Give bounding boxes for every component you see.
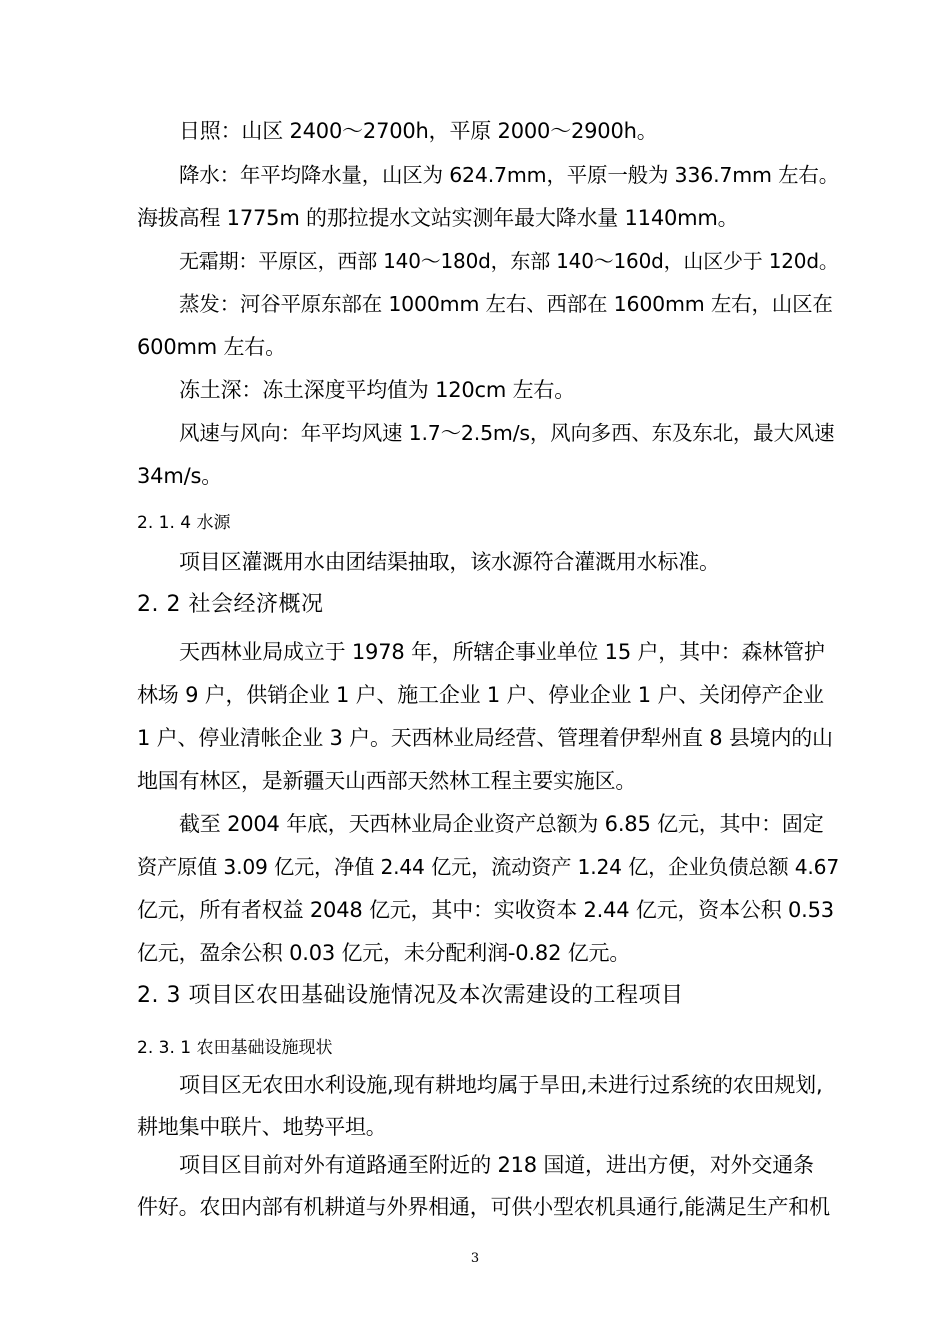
paragraph-forestry-1: 天西林业局成立于 1978 年，所辖企事业单位 15 户，其中：森林管护 xyxy=(179,640,825,664)
paragraph-assets-1: 截至 2004 年底，天西林业局企业资产总额为 6.85 亿元，其中：固定 xyxy=(179,812,824,836)
heading-2-3-1: 2. 3. 1 农田基础设施现状 xyxy=(137,1038,333,1058)
heading-2-1-4: 2. 1. 4 水源 xyxy=(137,513,231,533)
paragraph-infrastructure-2: 耕地集中联片、地势平坦。 xyxy=(137,1115,387,1139)
paragraph-frost-free: 无霜期：平原区，西部 140～180d，东部 140～160d，山区少于 120d。 xyxy=(179,249,839,273)
page-number: 3 xyxy=(470,1251,480,1266)
paragraph-assets-4: 亿元，盈余公积 0.03 亿元，未分配利润-0.82 亿元。 xyxy=(137,941,631,965)
heading-2-2: 2. 2 社会经济概况 xyxy=(137,592,324,617)
paragraph-water-source: 项目区灌溉用水由团结渠抽取，该水源符合灌溉用水标准。 xyxy=(179,550,720,574)
paragraph-evaporation-cont: 600mm 左右。 xyxy=(137,335,286,359)
paragraph-forestry-3: 1 户、停业清帐企业 3 户。天西林业局经营、管理着伊犁州直 8 县境内的山 xyxy=(137,726,833,750)
paragraph-traffic-1: 项目区目前对外有道路通至附近的 218 国道，进出方便，对外交通条 xyxy=(179,1153,814,1177)
paragraph-forestry-4: 地国有林区，是新疆天山西部天然林工程主要实施区。 xyxy=(137,769,637,793)
paragraph-precipitation: 降水：年平均降水量，山区为 624.7mm，平原一般为 336.7mm 左右。 xyxy=(179,163,840,187)
paragraph-precipitation-cont: 海拔高程 1775m 的那拉提水文站实测年最大降水量 1140mm。 xyxy=(137,206,739,230)
paragraph-sunshine: 日照：山区 2400～2700h，平原 2000～2900h。 xyxy=(179,119,658,143)
paragraph-assets-2: 资产原值 3.09 亿元，净值 2.44 亿元，流动资产 1.24 亿，企业负债总额 4.67 xyxy=(137,855,840,879)
paragraph-infrastructure-1: 项目区无农田水利设施,现有耕地均属于旱田,未进行过系统的农田规划, xyxy=(179,1073,823,1097)
heading-2-3: 2. 3 项目区农田基础设施情况及本次需建设的工程项目 xyxy=(137,983,684,1008)
paragraph-traffic-2: 件好。农田内部有机耕道与外界相通，可供小型农机具通行,能满足生产和机 xyxy=(137,1195,830,1219)
paragraph-forestry-2: 林场 9 户，供销企业 1 户、施工企业 1 户、停业企业 1 户、关闭停产企业 xyxy=(137,683,824,707)
paragraph-evaporation: 蒸发：河谷平原东部在 1000mm 左右、西部在 1600mm 左右，山区在 xyxy=(179,292,833,316)
paragraph-wind: 风速与风向：年平均风速 1.7～2.5m/s，风向多西、东及东北，最大风速 xyxy=(179,421,835,445)
paragraph-frozen-soil: 冻土深：冻土深度平均值为 120cm 左右。 xyxy=(179,378,576,402)
paragraph-wind-cont: 34m/s。 xyxy=(137,464,222,488)
paragraph-assets-3: 亿元，所有者权益 2048 亿元，其中：实收资本 2.44 亿元，资本公积 0.53 xyxy=(137,898,834,922)
